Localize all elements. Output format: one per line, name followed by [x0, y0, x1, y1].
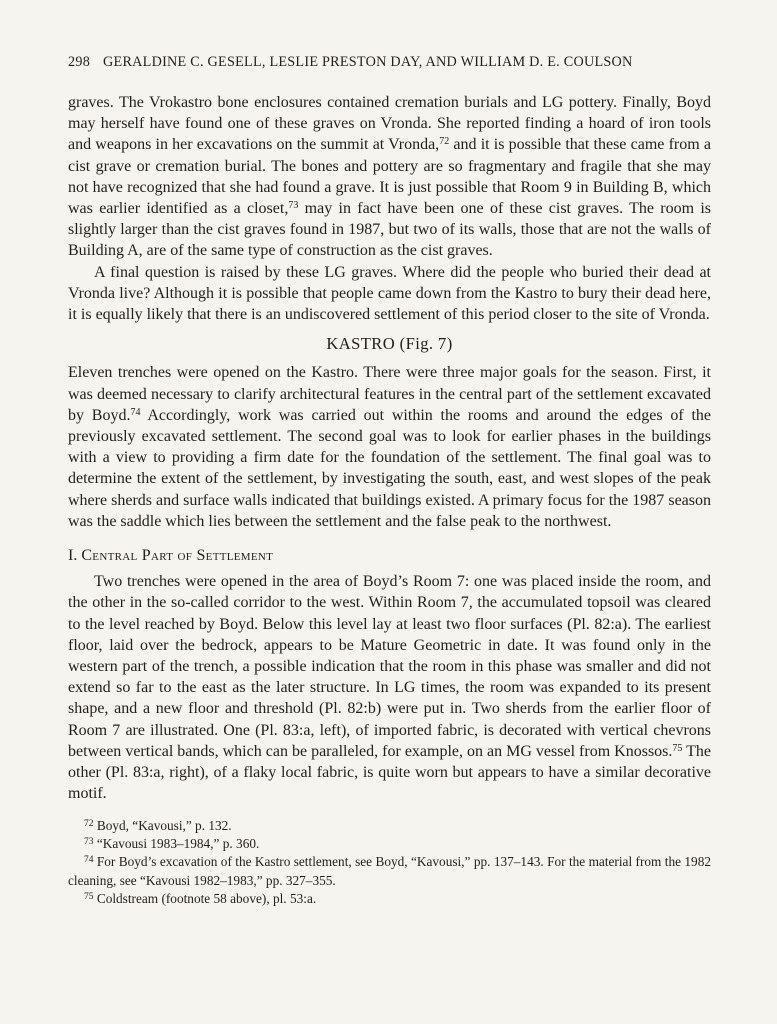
section-heading-kastro: KASTRO (Fig. 7) [326, 334, 453, 354]
paragraph-text: graves. The Vrokastro bone enclosures contained cremation burials and LG pottery. Finally, Boyd may herself have found one of these graves on Vronda. She reported finding a hoard of iron tools and weapons in her excavations on the summit at Vronda, [68, 94, 711, 154]
paragraph-text: and it is possible that these came from a cist grave or cremation burial. The bones and pottery are so fragmentary and fragile that she may not have recognized that she had found a grave. It is just possible that Room 9 in Building B, which was earlier identified as a closet, [68, 136, 711, 218]
footnote-number: 74 [84, 855, 94, 866]
footnote-number: 75 [84, 892, 94, 903]
footnotes-block [68, 817, 711, 909]
footnote-text: Boyd, “Kavousi,” p. 132. [93, 817, 232, 833]
page-header [68, 54, 711, 71]
paragraph-text: Two trenches were opened in the area of Boyd’s Room 7: one was placed inside the room, and the other in the so-called corridor to the west. Within Room 7, the accumulated topsoil was cleared to the level reached by Boyd. Below this level lay at least two floor surfaces (Pl. 82:a). The earliest floor, laid over the bedrock, appears to be Mature Geometric in date. It was found only in the western part of the trench, a possible indication that the room in this phase was smaller and did not extend so far to the east as the later structure. In LG times, the room was expanded to its present shape, and a new floor and threshold (Pl. 82:b) were put in. Two sherds from the earlier floor of Room 7 are illustrated. One (Pl. 83:a, left), of imported fabric, is decorated with vertical chevrons between vertical bands, which can be paralleled, for example, on an MG vessel from Knossos. [68, 573, 711, 760]
footnote-number: 72 [84, 818, 94, 829]
footnote-ref-73: 73 [288, 200, 299, 212]
subsection-title: Central Part of Settlement [81, 547, 274, 565]
paragraph-text: Accordingly, work was carried out within the rooms and around the edges of the previously excavated settlement. The second goal was to look for earlier phases in the buildings with a view to providing a firm date for the foundation of the settlement. The final goal was to determine the extent of the settlement, by investigating the south, east, and west slopes of the peak where sherds and surface walls indicated that buildings existed. A primary focus for the 1987 season was the saddle which lies between the settlement and the false peak to the northwest. [68, 406, 712, 530]
footnote-72 [68, 817, 711, 835]
paragraph-cist-graves [68, 92, 711, 262]
paragraph-text: may in fact have been one of these cist graves. The room is slightly larger than the cist graves found in 1987, but two of its walls, those that are not the walls of Building A, are of the same type of construction as the cist graves. [68, 200, 712, 260]
footnote-73 [68, 835, 711, 853]
footnote-text: Coldstream (footnote 58 above), pl. 53:a. [93, 891, 317, 907]
footnote-75 [68, 890, 711, 908]
footnote-74 [68, 853, 711, 890]
paragraph-eleven-trenches [68, 362, 711, 532]
footnote-ref-72: 72 [439, 136, 450, 148]
footnote-text: For Boyd’s excavation of the Kastro settlement, see Boyd, “Kavousi,” pp. 137–143. For the material from the 1982 cleaning, see “Kavousi 1982–1983,” pp. 327–355. [68, 854, 711, 888]
paragraph-final-question [68, 262, 711, 326]
paragraph-text: Eleven trenches were opened on the Kastro. There were three major goals for the season. First, it was deemed necessary to clarify architectural features in the central part of the settlement excavated by Boyd. [68, 364, 711, 424]
page-number: 298 [68, 54, 91, 70]
running-head-title: GERALDINE C. GESELL, LESLIE PRESTON DAY, AND WILLIAM D. E. COULSON [103, 54, 633, 70]
footnote-ref-74: 74 [130, 406, 141, 418]
footnote-ref-75: 75 [672, 742, 683, 754]
paragraph-text: The other (Pl. 83:a, right), of a flaky local fabric, is quite worn but appears to have a similar decorative motif. [68, 742, 712, 803]
footnote-number: 73 [84, 836, 94, 847]
article-body [68, 92, 711, 805]
paragraph-text: A final question is raised by these LG graves. Where did the people who buried their dead at Vronda live? Although it is possible that people came down from the Kastro to bury their dead here, it is equally likely that there is an undiscovered settlement of this period closer to the site of Vronda. [68, 263, 711, 324]
footnote-text: “Kavousi 1983–1984,” p. 360. [93, 835, 260, 851]
paragraph-two-trenches [68, 571, 711, 804]
subsection-number: I. [68, 547, 82, 565]
subsection-heading-central-part [68, 545, 711, 566]
